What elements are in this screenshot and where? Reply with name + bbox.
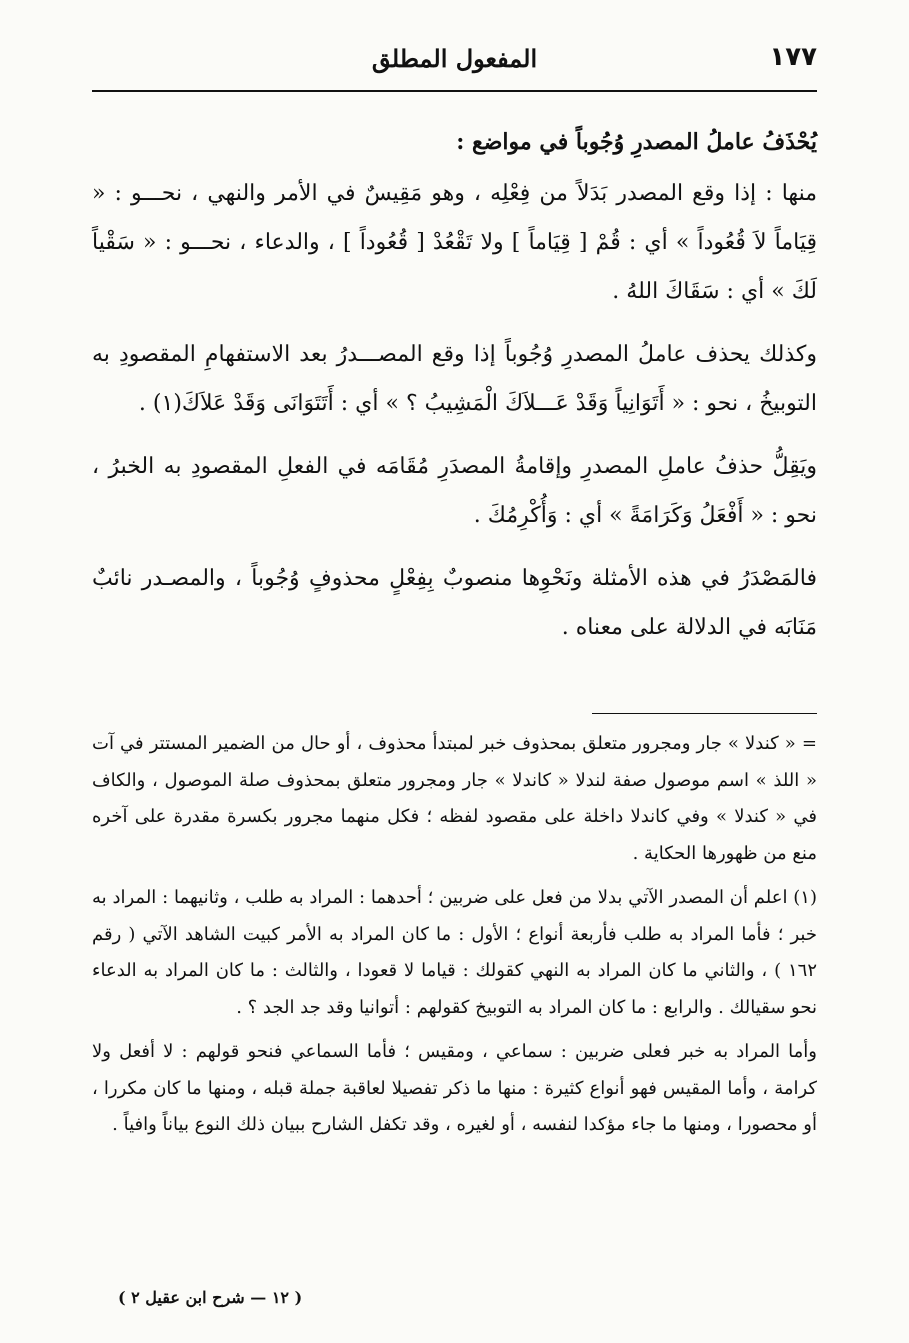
page-header xyxy=(92,38,817,92)
footnote-1: (١) اعلم أن المصدر الآتي بدلا من فعل على ضربين ؛ أحدهما : المراد به طلب ، وثانيهما : المراد به خبر ؛ فأما المراد به طلب فأربعة أنواع ؛ الأول : ما كان المراد به الأمر كبيت الشاهد الآتي ( رقم ١٦٢ ) ، والثاني ما كان المراد به النهي كقولك : قياما لا قعودا ، والثالث : ما كان المراد به الدعاء نحو سقيالك . والرابع : ما كان المراد به التوبيخ كقولهم : أتوانيا وقد جد الجد ؟ . xyxy=(92,887,817,1018)
paragraph-4: ويَقِلُّ حذفُ عاملِ المصدرِ وإقامةُ المصدَرِ مُقَامَه في الفعلِ المقصودِ به الخبرُ ، نحو : « أَفْعَلُ وَكَرَامَةً » أي : وَأُكْرِمُكَ . xyxy=(92,454,817,528)
paragraph-1: يُحْذَفُ عاملُ المصدرِ وُجُوباً في مواضع : xyxy=(456,129,817,155)
paragraph-2: منها : إذا وقع المصدر بَدَلاً من فِعْلِه ، وهو مَقِيسٌ في الأمر والنهي ، نحـــو : « قِيَاماً لاَ قُعُوداً » أي : قُمْ [ قِيَاماً ] ولا تَقْعُدْ [ قُعُوداً ] ، والدعاء ، نحـــو : « سَقْياً لَكَ » أي : سَقَاكَ اللهُ . xyxy=(92,181,817,304)
print-signature: ( ١٢ — شرح ابن عقيل ٢ ) xyxy=(118,1288,303,1307)
footnote-1-continued: وأما المراد به خبر فعلى ضربين : سماعي ، ومقيس ؛ فأما السماعي فنحو قولهم : لا أفعل ولا كرامة ، وأما المقيس فهو أنواع كثيرة : منها ما ذكر تفصيلا لعاقبة جملة قبله ، ومنها ما كان مكررا ، أو محصورا ، ومنها ما جاء مؤكدا لنفسه ، أو لغيره ، وقد تكفل الشارح ببيان ذلك النوع بياناً وافياً . xyxy=(92,1041,817,1135)
paragraph-5: فالمَصْدَرُ في هذه الأمثلة ونَحْوِها منصوبٌ بِفِعْلٍ محذوفٍ وُجُوباً ، والمصـدر نائبٌ مَنَابَه في الدلالة على معناه . xyxy=(92,566,817,640)
footnote-divider xyxy=(592,713,817,714)
main-text xyxy=(92,118,817,666)
running-title: المفعول المطلق xyxy=(371,44,538,73)
paragraph-3: وكذلك يحذف عاملُ المصدرِ وُجُوباً إذا وقع المصـــدرُ بعد الاستفهامِ المقصودِ به التوبيخُ ، نحو : « أَتَوَانِياً وَقَدْ عَـــلاَكَ الْمَشِيبُ ؟ » أي : أَتَتَوَانَى وَقَدْ عَلاَكَ(١) . xyxy=(92,342,817,416)
page-number: ١٧٧ xyxy=(769,42,817,72)
footnote-continuation: = « كندلا » جار ومجرور متعلق بمحذوف خبر لمبتدأ محذوف ، أو حال من الضمير المستتر في آت « اللذ » اسم موصول صفة لندلا « كاندلا » جار ومجرور متعلق بمحذوف صلة الموصول ، والكاف في « كندلا » وفي كاندلا داخلة على مقصود لفظه ؛ فكل منهما مجرور بكسرة مقدرة على آخره منع من ظهورها الحكاية . xyxy=(92,733,817,864)
footnotes xyxy=(92,726,817,1152)
